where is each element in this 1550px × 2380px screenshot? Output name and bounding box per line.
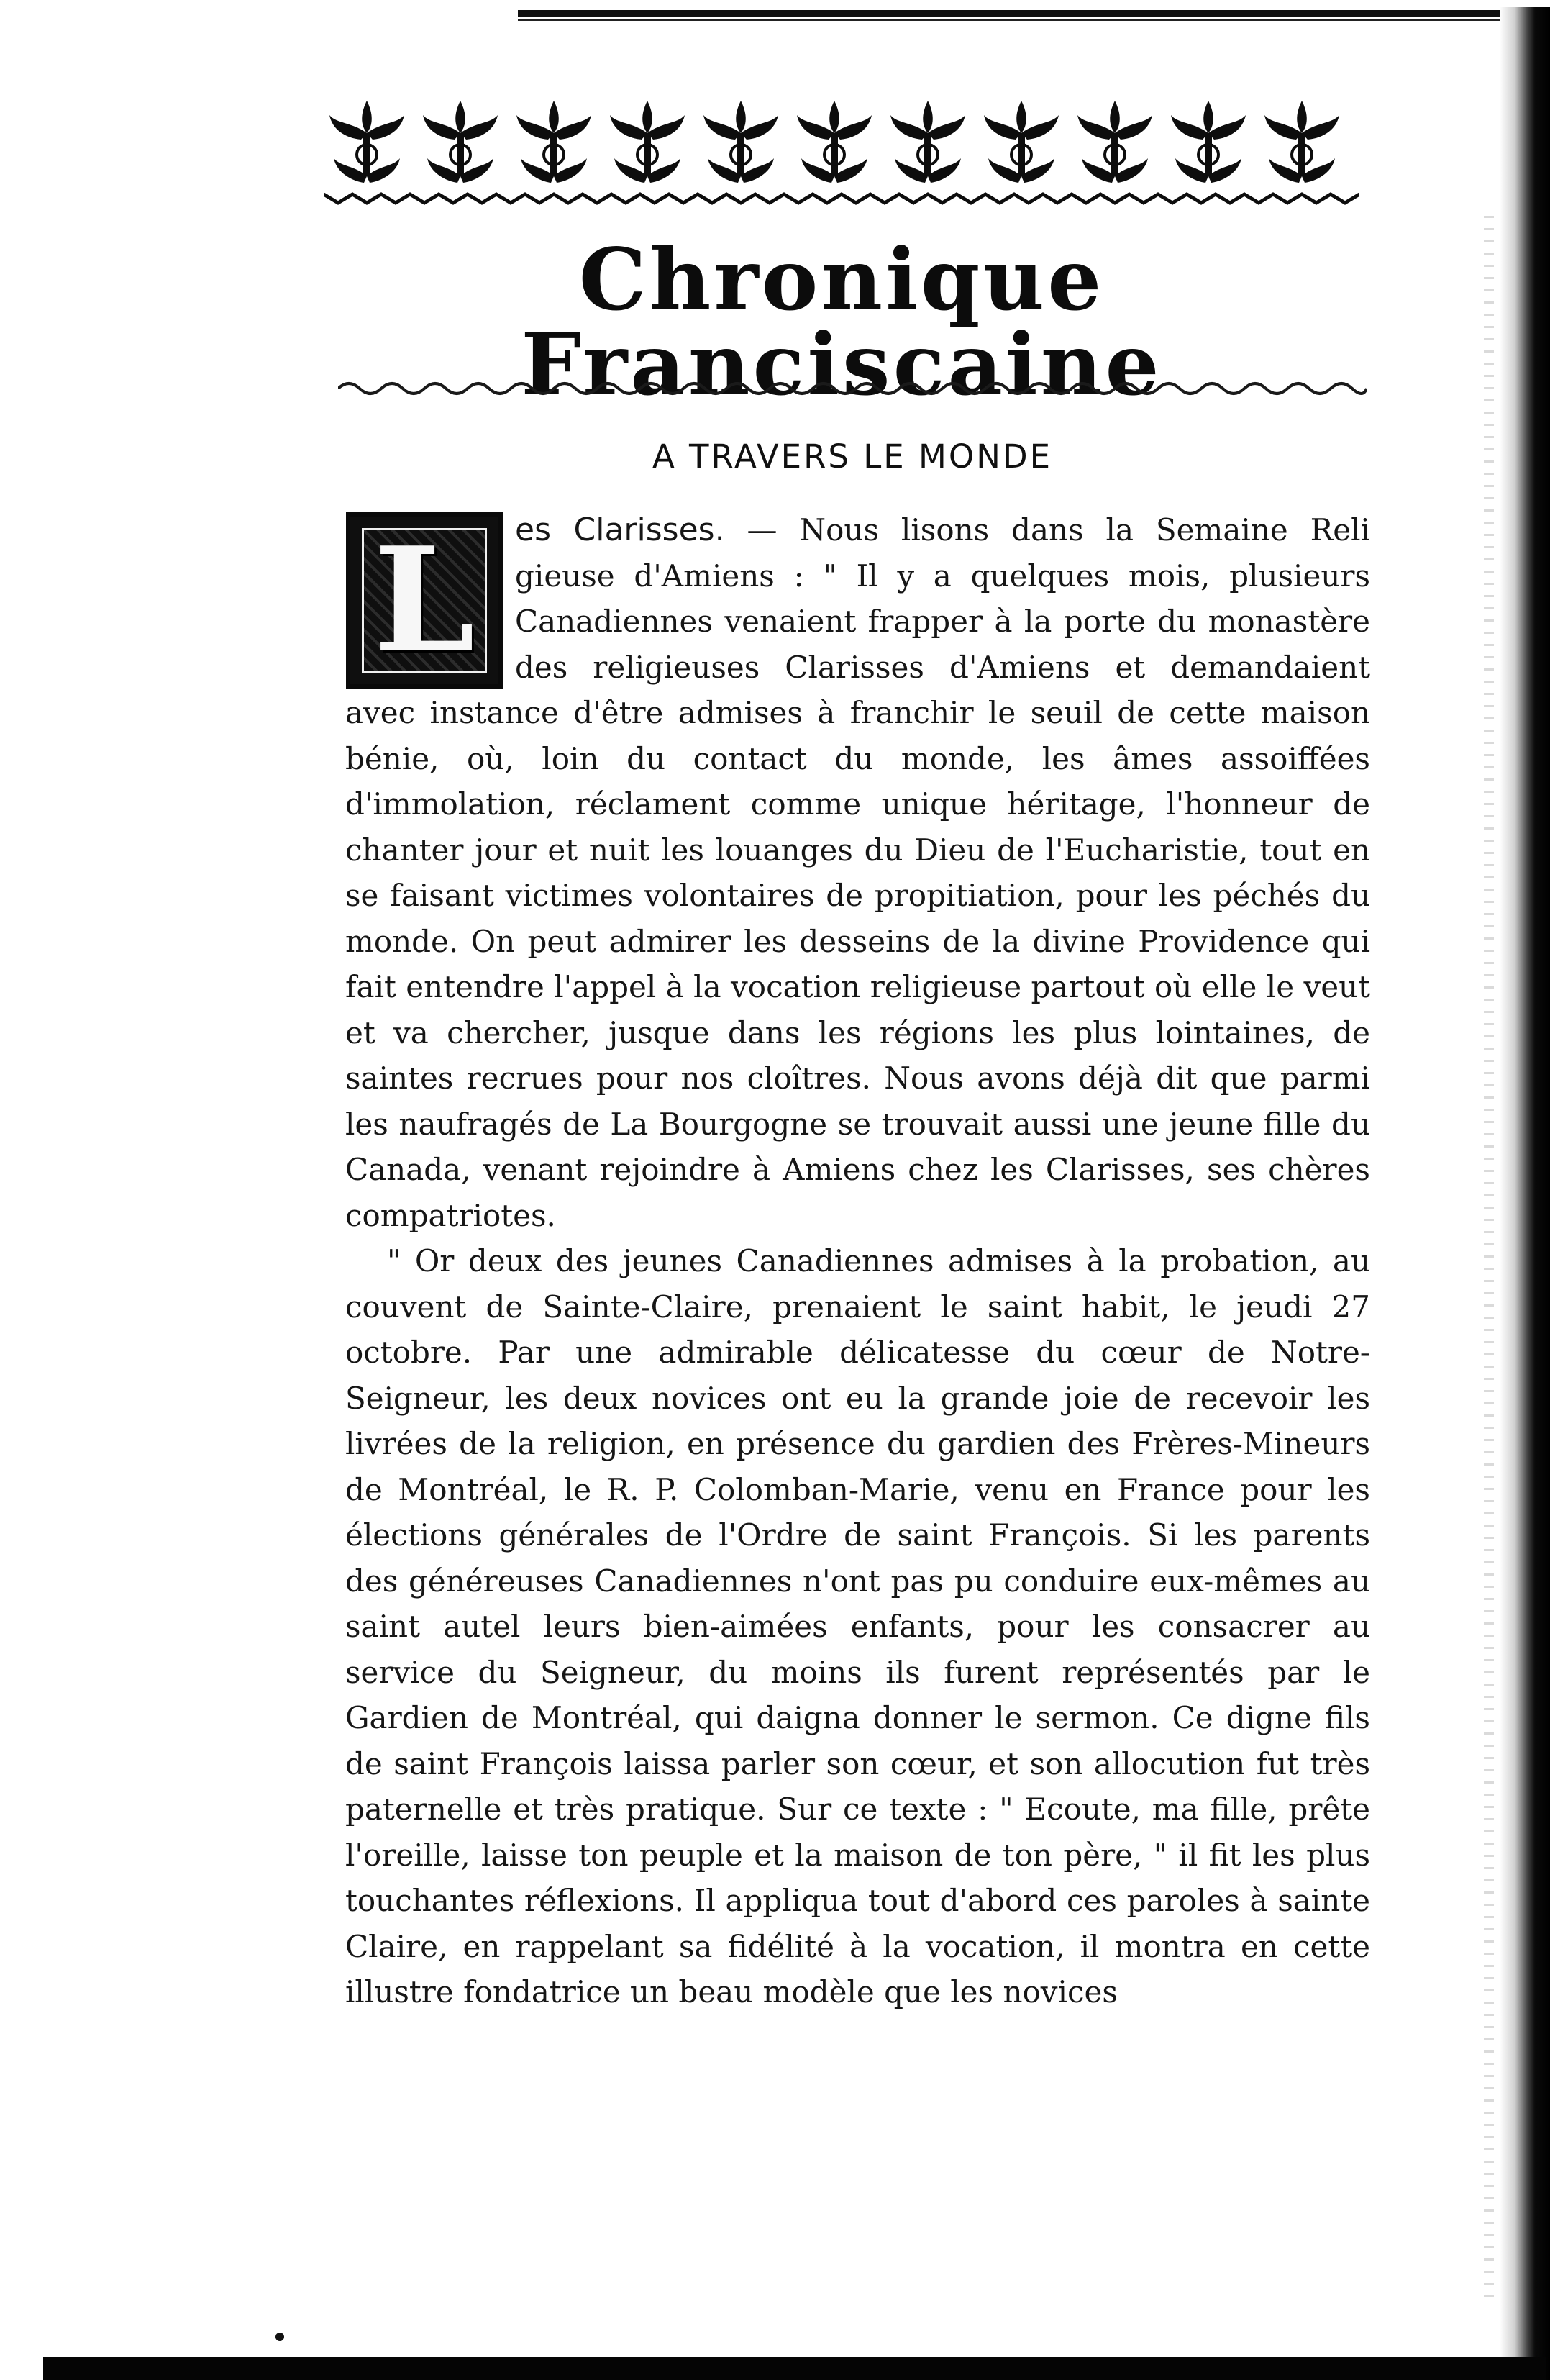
wavy-divider [338, 374, 1367, 403]
scan-top-edge-line [518, 19, 1550, 21]
page-title: Chronique Franciscaine [521, 230, 1162, 414]
ornament-band [324, 94, 1359, 209]
lead-word: es Clarisses. [515, 512, 725, 548]
drop-cap-spacer [345, 507, 515, 687]
scan-bottom-edge [43, 2357, 1546, 2380]
paragraph-1-text: — Nous lisons dans la Semaine Reli gieuse d'Amiens : " Il y a quelques mois, plusieurs Canadiennes venaient frapper à la porte du monastère des religieuses Clarisses d'Amiens et demandaient avec instance d'être admises à franchir le seuil de cette maison bénie, où, loin du contact du monde, les âmes assoiffées d'immolation, réclament comme unique héritage, l'honneur de chanter jour et nuit les louanges du Dieu de l'Eucharistie, tout en se faisant victimes volontaires de propitiation, pour les péchés du monde. On peut admirer les desseins de la divine Providence qui fait entendre l'appel à la vocation religieuse partout où elle le veut et va chercher, jusque dans les régions les plus lointaines, de saintes recrues pour nos cloîtres. Nous avons déjà dit que parmi les naufragés de La Bourgogne se trouvait aussi une jeune fille du Canada, venant rejoindre à Amiens chez les Clarisses, ses chères compatriotes. [345, 512, 1370, 1233]
drop-cap-letter: L [373, 515, 475, 685]
paragraph-2: " Or deux des jeunes Canadiennes admises à la probation, au couvent de Sainte-Claire, prenaient le saint habit, le jeudi 27 octobre. Par une admirable délicatesse du cœur de Notre-Seigneur, les deux novices ont eu la grande joie de recevoir les livrées de la religion, en présence du gardien des Frères-Mineurs de Montréal, le R. P. Colomban-Marie, venu en France pour les élections générales de l'Ordre de saint François. Si les parents des généreuses Canadiennes n'ont pas pu conduire eux-mêmes au saint autel leurs bien-aimées enfants, pour les consacrer au service du Seigneur, du moins ils furent représentés par le Gardien de Montréal, qui daigna donner le sermon. Ce digne fils de saint François laissa parler son cœur, et son allocution fut très paternelle et très pratique. Sur ce texte : " Ecoute, ma fille, prête l'oreille, laisse ton peuple et la maison de ton père, " il fit les plus touchantes réflexions. Il appliqua tout d'abord ces paroles à sainte Claire, en rappelant sa fidélité à la vocation, il montra en cette illustre fondatrice un beau modèle que les novices [345, 1243, 1370, 2009]
stray-mark [275, 2333, 284, 2341]
article-body [345, 507, 1370, 2015]
scan-right-edge-noise [1484, 216, 1494, 2302]
scan-right-edge [1500, 7, 1550, 2380]
scan-top-edge [518, 10, 1550, 17]
paragraph-1 [345, 507, 1370, 1238]
section-heading: A TRAVERS LE MONDE [652, 437, 1053, 476]
